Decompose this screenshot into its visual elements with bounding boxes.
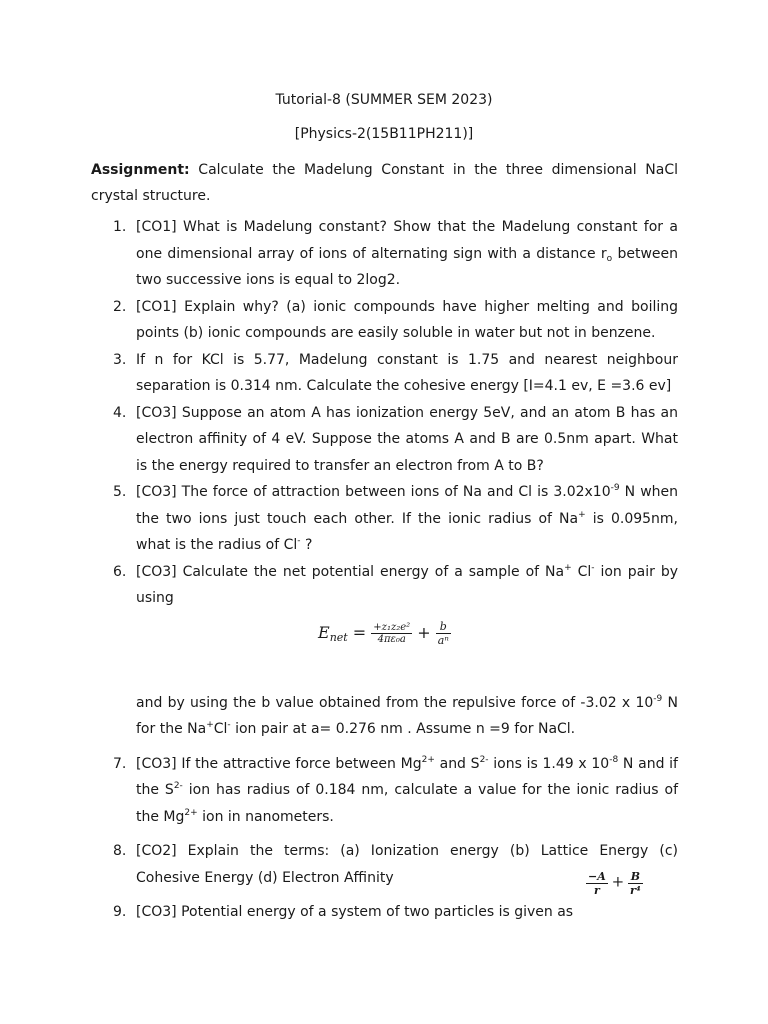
fraction-numerator: b xyxy=(436,620,451,634)
question-text: and by using the b value obtained from the repulsive force of -3.02 x 10 xyxy=(136,694,654,711)
potential-energy-equation xyxy=(586,870,643,897)
question-text: [CO1] What is Madelung constant? Show that the Madelung constant for a one dimensional array of ions of alternating sign with a distance r xyxy=(136,219,678,262)
question-number: 2. xyxy=(113,298,127,315)
fraction-numerator: −A xyxy=(588,870,606,883)
question-3 xyxy=(91,347,678,400)
question-number: 7. xyxy=(113,755,127,772)
question-text: [CO3] Calculate the net potential energy of a sample of Na xyxy=(136,563,565,580)
question-9 xyxy=(91,899,678,926)
question-text: If n for KCl is 5.77, Madelung constant is 1.75 and nearest neighbour separation is 0.314 nm. Calculate the cohesive energy [I=4.1 ev, E =3.6 ev] xyxy=(136,351,678,394)
superscript: 2+ xyxy=(184,807,198,818)
question-text: is 0.095nm, what is the radius of Cl xyxy=(136,510,679,553)
question-2 xyxy=(91,294,678,347)
question-number: 4. xyxy=(113,404,127,421)
superscript: + xyxy=(578,509,586,520)
superscript: -9 xyxy=(610,483,620,493)
fraction-denominator: aⁿ xyxy=(437,634,449,647)
superscript: - xyxy=(591,562,595,573)
superscript: 2- xyxy=(173,781,183,791)
question-text: [CO3] Potential energy of a system of two particles is given as xyxy=(136,904,574,920)
question-text: N and if the S xyxy=(136,755,678,798)
question-text: [CO3] Suppose an atom A has ionization energy 5eV, and an atom B has an electron affinity of 4 eV. Suppose the atoms A and B are 0.5nm apart. What is the energy required to transfer an electron from A to B? xyxy=(136,404,678,474)
question-text: N when the two ions just touch each other. If the ionic radius of Na xyxy=(136,484,678,527)
superscript: - xyxy=(227,720,231,730)
superscript: 2- xyxy=(479,754,489,765)
question-text: ions is 1.49 x 10 xyxy=(488,755,610,772)
question-text: ion has radius of 0.184 nm, calculate a value for the ionic radius of the Mg xyxy=(136,782,678,825)
question-text: ion pair at a= 0.276 nm . Assume n =9 for NaCl. xyxy=(230,721,576,737)
question-6 xyxy=(91,559,678,743)
question-7 xyxy=(91,751,678,831)
question-number: 6. xyxy=(113,563,127,580)
question-text: ion pair by using xyxy=(136,563,678,606)
question-number: 5. xyxy=(113,484,127,500)
question-text: ? xyxy=(300,537,313,553)
question-text: [CO1] Explain why? (a) ionic compounds have higher melting and boiling points (b) ionic compounds are easily soluble in water but not in benzene. xyxy=(136,298,678,341)
fraction-denominator: 4πε₀a xyxy=(377,634,406,645)
repulsive-fraction xyxy=(436,620,451,647)
superscript: -9 xyxy=(653,693,663,704)
fraction-denominator: r xyxy=(593,884,600,897)
question-text: Cl xyxy=(571,563,592,580)
question-text: Cl xyxy=(213,721,228,737)
question-list xyxy=(91,214,678,926)
equals-sign: = xyxy=(352,623,367,642)
attractive-fraction xyxy=(586,870,608,897)
question-number: 1. xyxy=(113,219,127,235)
question-text: [CO3] The force of attraction between ions of Na and Cl is 3.02x10 xyxy=(136,484,611,500)
question-4 xyxy=(91,400,678,480)
document-subtitle: [Physics-2(15B11PH211)] xyxy=(294,126,474,142)
question-6-continuation xyxy=(136,690,678,743)
question-text: between two successive ions is equal to 2log2. xyxy=(136,245,678,288)
superscript: -8 xyxy=(609,754,619,765)
superscript: - xyxy=(297,536,301,546)
document-title: Tutorial-8 (SUMMER SEM 2023) xyxy=(275,92,493,108)
question-1 xyxy=(91,214,678,294)
superscript: + xyxy=(564,562,572,573)
question-text: ion in nanometers. xyxy=(197,808,334,825)
question-text: [CO3] If the attractive force between Mg xyxy=(136,755,422,772)
net-energy-equation xyxy=(318,620,451,647)
superscript: 2+ xyxy=(421,754,435,765)
plus-sign: + xyxy=(611,872,625,891)
repulsive-fraction xyxy=(628,870,643,897)
fraction-numerator: B xyxy=(628,870,643,884)
superscript: + xyxy=(206,720,214,730)
question-text: [CO2] Explain the terms: (a) Ionization energy (b) Lattice Energy (c) Cohesive Energy (d) Electron Affinity xyxy=(136,843,678,886)
question-text: N for the Na xyxy=(136,694,678,737)
fraction-denominator: r⁴ xyxy=(630,884,641,897)
question-text: and S xyxy=(434,755,480,772)
assignment-text: Calculate the Madelung Constant in the three dimensional NaCl crystal structure. xyxy=(91,162,678,204)
equation-symbol: E xyxy=(318,623,330,642)
question-number: 8. xyxy=(113,843,127,859)
plus-sign: + xyxy=(417,623,431,642)
fraction-numerator: +z₁z₂e² xyxy=(373,622,411,633)
question-5 xyxy=(91,479,678,559)
assignment-label: Assignment: xyxy=(91,162,190,178)
question-number: 3. xyxy=(113,351,127,368)
assignment-paragraph xyxy=(91,157,678,209)
question-number: 9. xyxy=(113,904,127,920)
equation-subscript: net xyxy=(329,631,348,644)
coulomb-fraction xyxy=(371,622,412,645)
subscript: o xyxy=(606,253,613,264)
